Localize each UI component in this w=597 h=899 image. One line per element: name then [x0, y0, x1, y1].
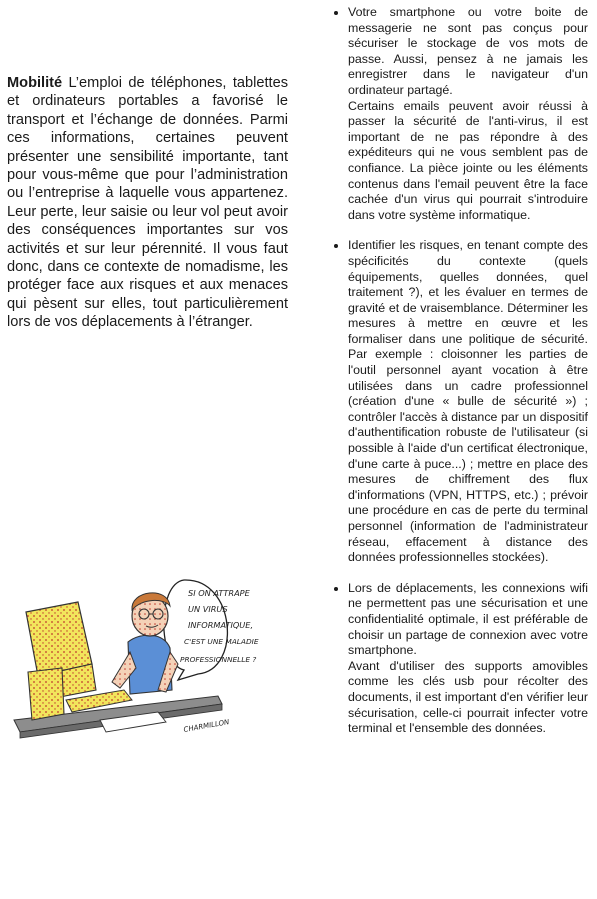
intro-paragraph — [7, 74, 288, 332]
speech-line-4: C'EST UNE MALADIE — [184, 637, 259, 646]
tip-paragraph: • Lors de déplacements, les connexions wifi ne permettent pas une sécurisation et une confidentialité optimale, il est préférable de choisir un partage de connexion avec votre smartphone. — [348, 580, 588, 658]
computer-monitor — [26, 602, 92, 676]
tips-list — [322, 5, 588, 737]
cartoon-signature: CHARMILLON — [182, 718, 230, 734]
tip-paragraph: Certains emails peuvent avoir réussi à passer la sécurité de l'anti-virus, il est important de ne pas répondre à des expéditeurs qui ne vous semblent pas de confiance. La pièce jointe ou les éléments contenus dans l'email peuvent être la face cachée d'un virus qui pourrait s'introduire dans votre système informatique. — [348, 98, 588, 222]
intro-heading: Mobilité — [7, 75, 63, 91]
tip-paragraph: Avant d'utiliser des supports amovibles comme les clés usb pour récolter des documents, il est important d'en vérifier leur sécurisation, celle-ci pourrait infecter votre terminal et l'ensemble des données. — [348, 658, 588, 736]
intro-body: L’emploi de téléphones, tablettes et ordinateurs portables a favorisé le transport et l’échange de données. Parmi ces informations, certaines peuvent présenter une sensibilité importante, tant pour vous-même que pour l’administration ou l’entreprise à laquelle vous appartenez. Leur perte, leur saisie ou leur vol peut avoir des conséquences importantes sur vos activités et sur leur pérennité. Il vous faut donc, dans ce contexte de nomadisme, les protéger face aux risques et aux menaces qui pèsent sur elles, tout particulièrement lors de vos déplacements à l’étranger. — [7, 75, 288, 331]
speech-line-1: SI ON ATTRAPE — [188, 588, 250, 598]
tip-item — [348, 581, 588, 737]
tip-item — [348, 5, 588, 223]
tip-paragraph: • Votre smartphone ou votre boite de messagerie ne sont pas conçus pour sécuriser le stockage de vos mots de passe. Aussi, pensez à ne jamais les enregistrer dans le navigateur d'un ordinateur partagé. — [348, 5, 588, 97]
speech-line-2: UN VIRUS — [188, 604, 228, 614]
speech-line-5: PROFESSIONNELLE ? — [180, 655, 257, 664]
tip-item — [348, 238, 588, 565]
tips-column — [322, 5, 588, 752]
speech-line-3: INFORMATIQUE, — [188, 620, 254, 630]
cartoon-illustration — [8, 572, 259, 768]
tip-paragraph: • Identifier les risques, en tenant compte des spécificités du contexte (quels équipements, quelles données, quel traitement ?), et les évaluer en termes de gravité et de vraisemblance. Déterminer les mesures à mettre en œuvre et les formaliser dans une politique de sécurité. Par exemple : cloisonner les parties de l'outil personnel ayant vocation à être utilisées dans un cadre professionnel (création d'une « bulle de sécurité ») ; contrôler l'accès à distance par un dispositif d'authentification robuste de l'utilisateur (si possible à l'aide d'un certificat électronique, d'une carte à puce...) ; mettre en place des mesures de chiffrement des flux d'informations (VPN, HTTPS, etc.) ; prévoir une procédure en cas de perte du terminal personnel (information de l'administrateur réseau, effacement à distance des données professionnelles stockées). — [348, 238, 588, 565]
